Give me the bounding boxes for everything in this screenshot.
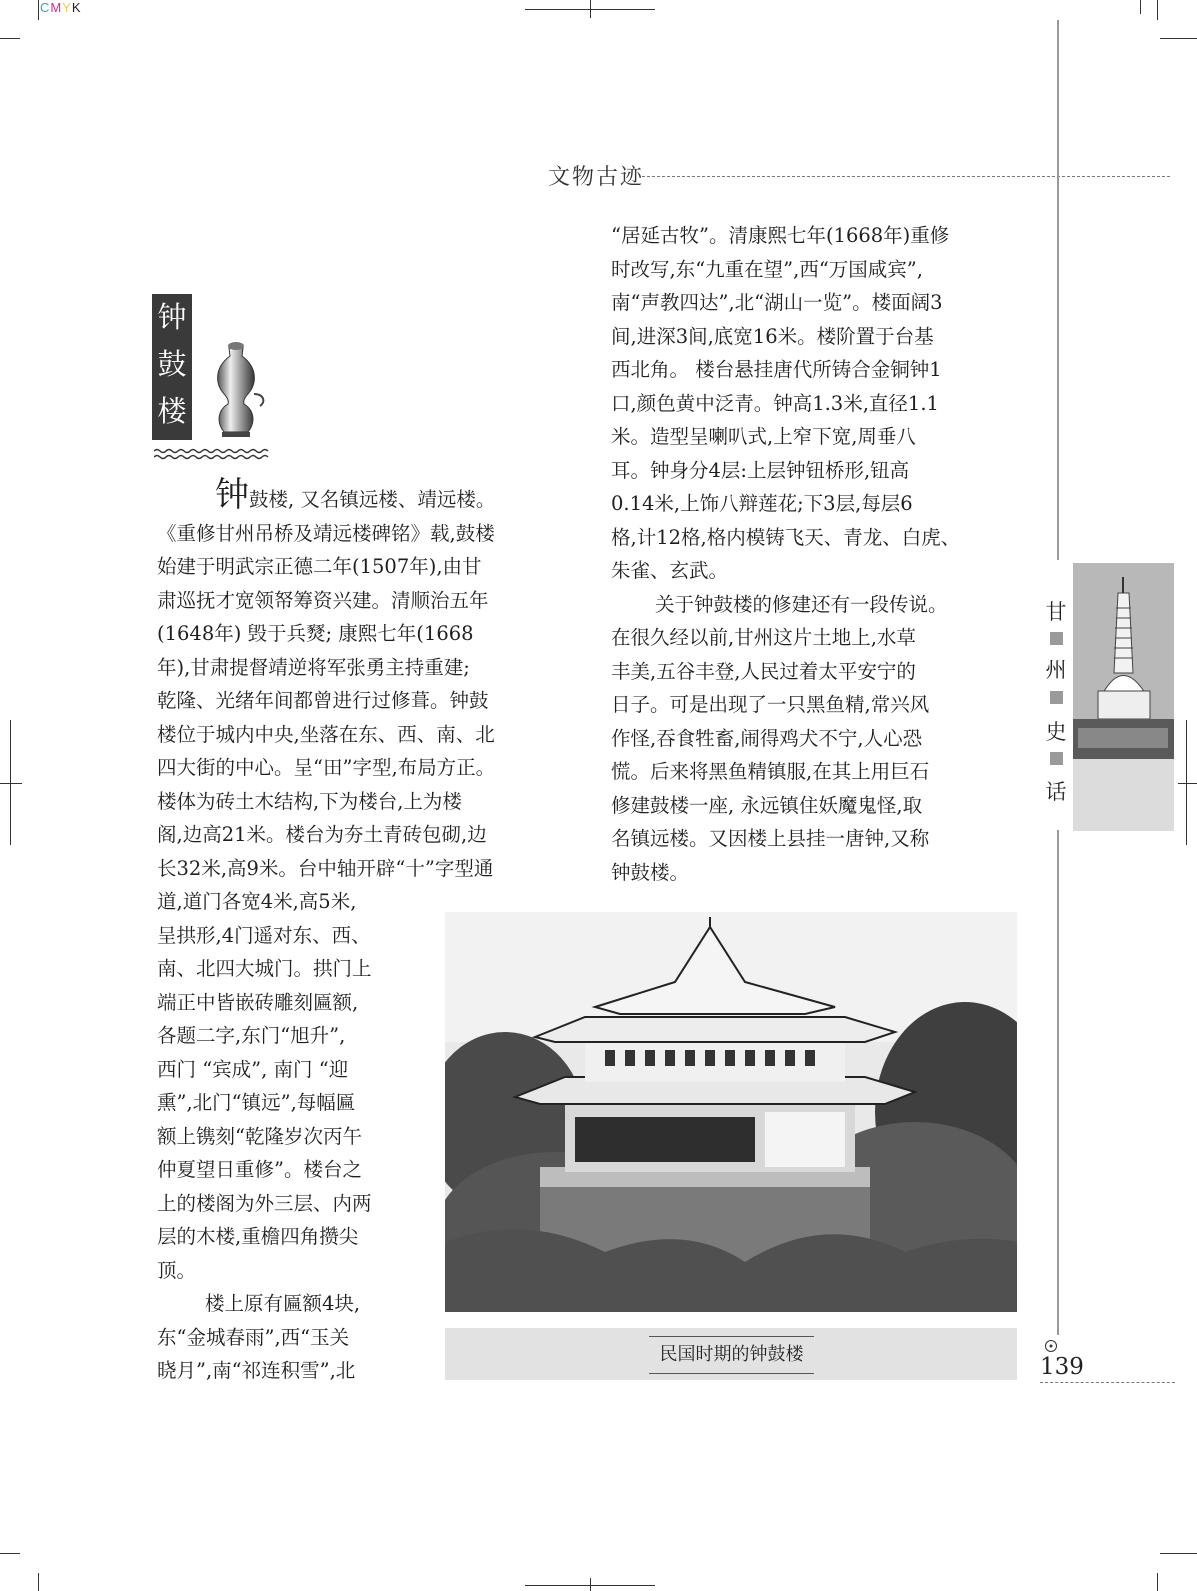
bell-drum-tower-photo [445,912,1017,1312]
photo-caption: 民国时期的钟鼓楼 [649,1336,814,1374]
text-line: 长32米,高9米。台中轴开辟“十”字型通 [157,856,494,880]
text-line: 楼上原有匾额4块, [205,1292,361,1315]
text-line: 阁,边高21米。楼台为夯土青砖包砌,边 [157,823,487,846]
text-line: 呈拱形,4门遥对东、西、 [157,923,371,947]
pagoda-photo [1073,563,1174,831]
text-line: 道,道门各宽4米,高5米, [157,890,357,913]
sidebar-char: 州 [1045,658,1067,682]
cmyk-print-mark: CMYK [40,0,82,15]
text-line: 口,颜色黄中泛青。钟高1.3米,直径1.1 [611,391,939,415]
text-line: 楼位于城内中央,坐落在东、西、南、北 [157,722,495,746]
text-line: 米。造型呈喇叭式,上窄下宽,周垂八 [611,425,916,448]
text-line: 时改写,东“九重在望”,西“万国咸宾”, [611,257,923,281]
text-line: 南“声教四达”,北“湖山一览”。楼面阔3 [611,291,943,314]
text-line: 仲夏望日重修”。楼台之 [157,1158,362,1181]
section-tag [152,294,192,440]
margin-rule-top [1057,20,1059,560]
text-line: 格,计12格,格内模铸飞天、青龙、白虎、 [611,525,961,549]
text-line: 始建于明武宗正德二年(1507年),由甘 [157,555,482,578]
text-line: 熏”,北门“镇远”,每幅匾 [157,1091,356,1114]
text-line: 间,进深3间,底宽16米。楼阶置于台基 [611,324,934,348]
text-line: 端正中皆嵌砖雕刻匾额, [157,990,359,1014]
left-column-paragraph-1 [157,475,561,885]
page-number: 139 [1040,1354,1084,1380]
text-line: (1648年) 毁于兵燹; 康熙七年(1668 [157,622,474,645]
text-line: 乾隆、光绪年间都曾进行过修葺。钟鼓 [157,689,489,712]
text-line: 东“金城春雨”,西“玉关 [157,1325,350,1349]
text-line: 鼓楼, 又名镇远楼、靖远楼。 [249,488,496,511]
section-tag-char: 钟 [157,300,187,334]
text-line: 《重修甘州吊桥及靖远楼碑铭》载,鼓楼 [157,521,495,545]
sidebar-square-icon [1050,691,1063,704]
section-title: 文物古迹 [548,165,645,190]
text-line: 楼体为砖土木结构,下为楼台,上为楼 [157,789,462,813]
text-line: 日子。可是出现了一只黑鱼精,常兴风 [611,693,930,716]
text-line: 朱雀、玄武。 [611,559,729,582]
vase-illustration [196,340,276,440]
left-column-narrow-text [157,885,417,1388]
margin-rule-bottom [1057,830,1059,1335]
sidebar-char: 史 [1045,720,1067,744]
sidebar-char: 话 [1045,780,1067,804]
text-line: “居延古牧”。清康熙七年(1668年)重修 [611,224,950,247]
text-line: 0.14米,上饰八辩莲花;下3层,每层6 [611,492,913,515]
text-line: 丰美,五谷丰登,人民过着太平安宁的 [611,659,916,683]
text-line: 额上镌刻“乾隆岁次丙午 [157,1124,362,1148]
wave-divider [154,447,270,461]
text-line: 南、北四大城门。拱门上 [157,957,372,980]
drop-cap: 钟 [215,475,249,515]
text-line: 四大街的中心。呈“田”字型,布局方正。 [157,756,496,779]
text-line: 西门 “宾成”, 南门 “迎 [157,1057,349,1081]
text-line: 名镇远楼。又因楼上县挂一唐钟,又称 [611,827,930,850]
text-line: 层的木楼,重檐四角攒尖 [157,1225,359,1248]
section-tag-char: 鼓 [157,347,187,381]
footer-rule [1040,1382,1175,1383]
text-line: 慌。后来将黑鱼精镇服,在其上用巨石 [611,760,930,783]
text-line: 耳。钟身分4层:上层钟钮桥形,钮高 [611,458,910,482]
sidebar-square-icon [1050,632,1063,645]
text-line: 各题二字,东门“旭升”, [157,1024,346,1047]
text-line: 作怪,吞食牲畜,闹得鸡犬不宁,人心恐 [611,726,923,750]
page-marker-icon [1044,1339,1058,1353]
right-column-text [611,219,1018,889]
text-line: 在很久经以前,甘州这片土地上,水草 [611,626,916,649]
header-rule [642,176,1170,177]
sidebar-square-icon [1050,752,1063,765]
text-line: 年),甘肃提督靖逆将军张勇主持重建; [157,655,470,679]
text-line: 晓月”,南“祁连积雪”,北 [157,1359,356,1382]
text-line: 肃巡抚才宽领帑筹资兴建。清顺治五年 [157,588,489,612]
text-line: 上的楼阁为外三层、内两 [157,1191,372,1215]
text-line: 钟鼓楼。 [611,860,690,884]
section-tag-char: 楼 [157,394,187,428]
sidebar-char: 甘 [1045,600,1067,624]
text-line: 西北角。 楼台悬挂唐代所铸合金铜钟1 [611,358,942,381]
text-line: 修建鼓楼一座, 永远镇住妖魔鬼怪,取 [611,793,923,817]
text-line: 关于钟鼓楼的修建还有一段传说。 [655,592,948,616]
text-line: 顶。 [157,1258,197,1282]
